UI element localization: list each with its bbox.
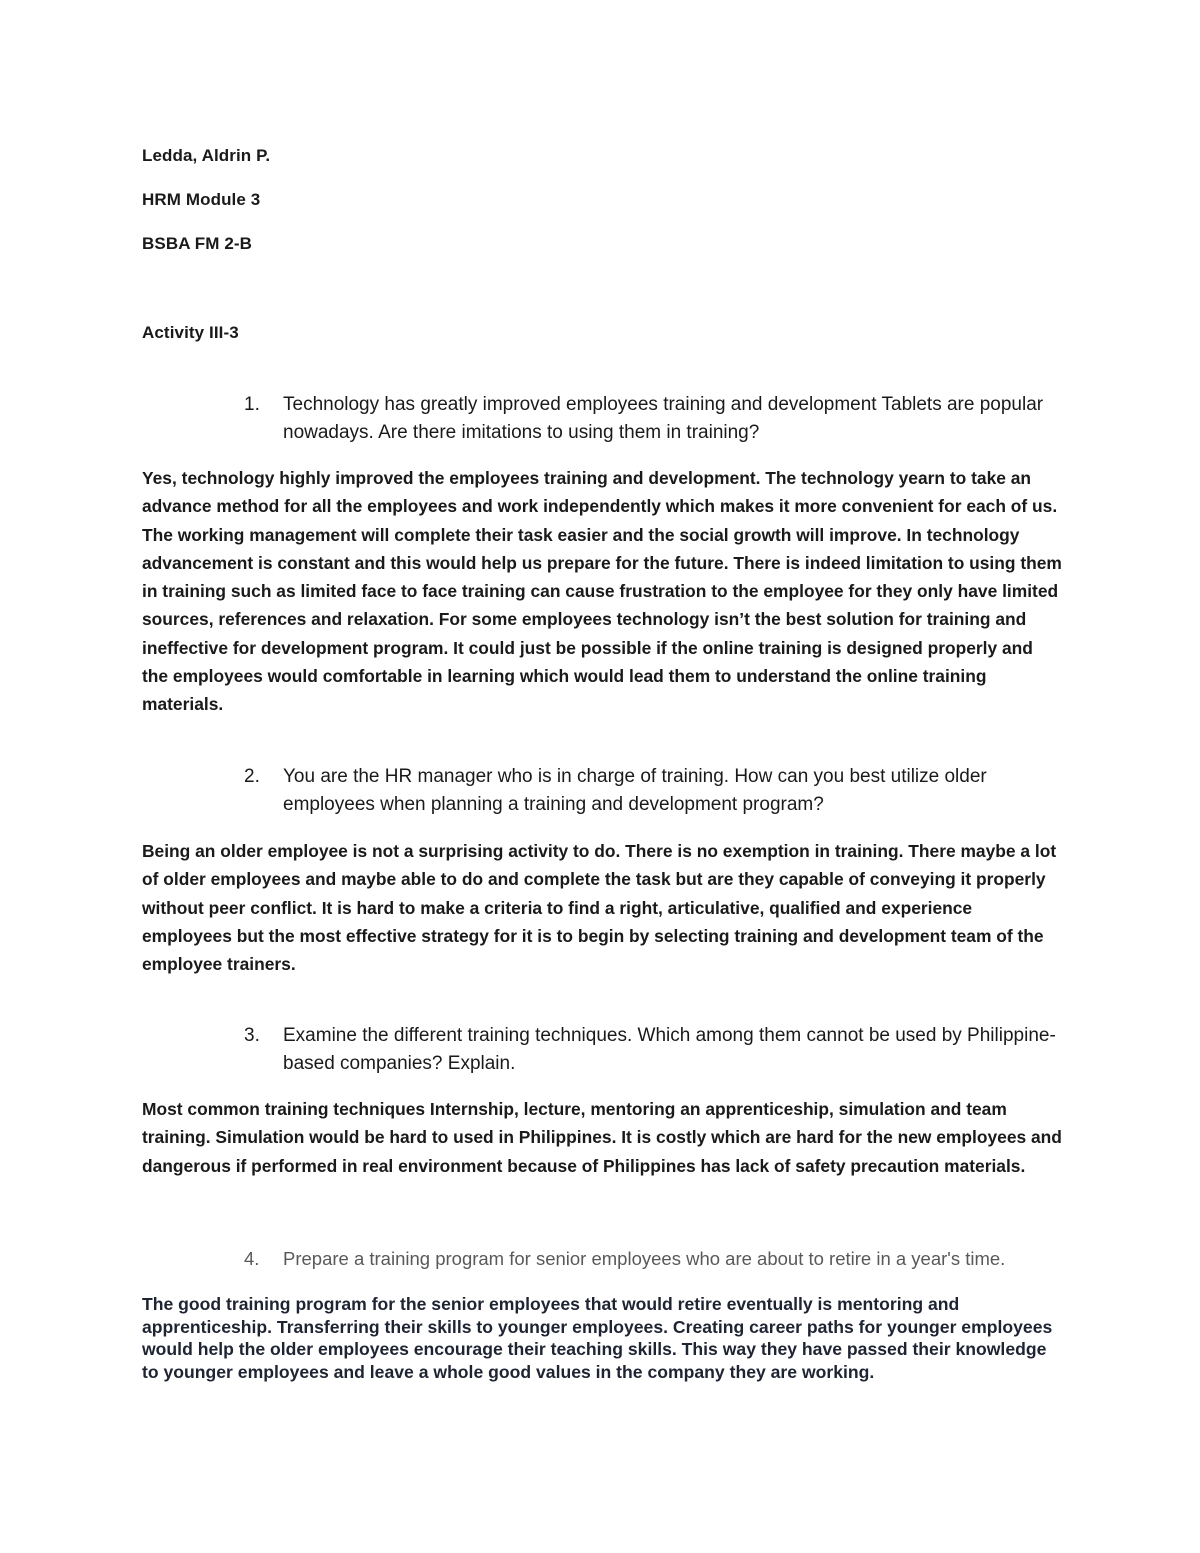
activity-title: Activity III-3 <box>142 323 239 342</box>
question-text: Examine the different training techniques. Which among them cannot be used by Philippine-based companies? Explain. <box>283 1025 1056 1074</box>
answer-4: The good training program for the senior employees that would retire eventually is mentoring and apprenticeship. Transferring their skills to younger employees. Creating career paths for younger employees would help the older employees encourage their teaching skills. This way they have passed their knowledge to younger employees and leave a whole good values in the company they are working. <box>142 1294 1053 1382</box>
answer-1: Yes, technology highly improved the employees training and development. The technology yearn to take an advance method for all the employees and work independently which makes it more convenient for each of us. The working management will complete their task easier and the social growth will improve. In technology advancement is constant and this would help us prepare for the future. There is indeed limitation to using them in training such as limited face to face training can cause frustration to the employee for they only have limited sources, references and relaxation. For some employees technology isn’t the best solution for training and ineffective for development program. It could just be possible if the online training is designed properly and the employees would comfortable in learning which would lead them to understand the online training materials. <box>142 468 1062 715</box>
question-text: Prepare a training program for senior employees who are about to retire in a year's time. <box>283 1248 1006 1269</box>
module-title: HRM Module 3 <box>142 190 261 209</box>
question-2 <box>244 763 1064 819</box>
question-number: 3. <box>244 1025 260 1046</box>
course-section: BSBA FM 2-B <box>142 234 253 253</box>
answer-3: Most common training techniques Internship, lecture, mentoring an apprenticeship, simulation and team training. Simulation would be hard to used in Philippines. It is costly which are hard for the new employees and dangerous if performed in real environment because of Philippines has lack of safety precaution materials. <box>142 1099 1062 1176</box>
question-number: 4. <box>244 1248 260 1269</box>
question-1 <box>244 391 1064 447</box>
question-3 <box>244 1022 1064 1078</box>
question-number: 2. <box>244 766 260 787</box>
student-name: Ledda, Aldrin P. <box>142 146 271 165</box>
answer-2: Being an older employee is not a surprising activity to do. There is no exemption in training. There maybe a lot of older employees and maybe able to do and complete the task but are they capable of conveying it properly without peer conflict. It is hard to make a criteria to find a right, articulative, qualified and experience employees but the most effective strategy for it is to begin by selecting training and development team of the employee trainers. <box>142 841 1057 975</box>
question-4 <box>244 1245 1064 1273</box>
question-text: You are the HR manager who is in charge of training. How can you best utilize older employees when planning a training and development program? <box>283 766 987 815</box>
question-text: Technology has greatly improved employees training and development Tablets are popular nowadays. Are there imitations to using them in training? <box>283 394 1044 443</box>
question-number: 1. <box>244 394 260 415</box>
